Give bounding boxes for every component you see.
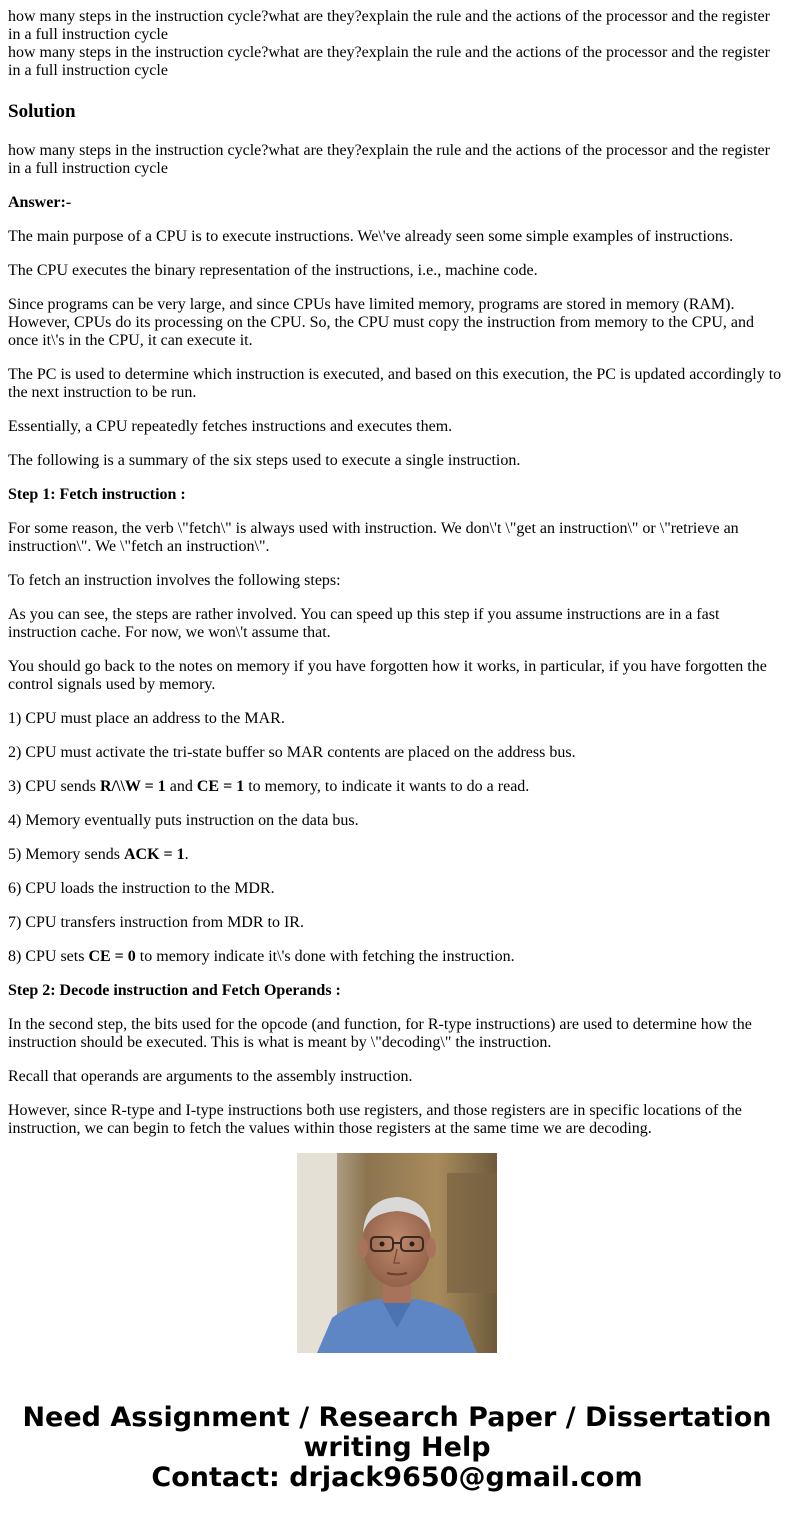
intro-paragraph: The PC is used to determine which instruction is executed, and based on this execution, the PC is updated accordingly to the next instruction to be run. — [8, 366, 782, 401]
solution-heading: Solution — [8, 101, 76, 122]
intro-paragraph: Essentially, a CPU repeatedly fetches instructions and executes them. — [8, 418, 453, 435]
question-text-repeat: how many steps in the instruction cycle?what are they?explain the rule and the actions of the processor and the register in a full instruction cycle — [8, 44, 770, 79]
fetch-step-item: 4) Memory eventually puts instruction on the data bus. — [8, 812, 359, 829]
fetch-step-item: 1) CPU must place an address to the MAR. — [8, 710, 285, 727]
footer-line: writing Help — [303, 1432, 491, 1463]
step2-heading: Step 2: Decode instruction and Fetch Operands : — [8, 982, 341, 999]
step1-paragraph: To fetch an instruction involves the following steps: — [8, 572, 341, 589]
question-text: how many steps in the instruction cycle?what are they?explain the rule and the actions of the processor and the register in a full instruction cycle — [8, 8, 770, 43]
answer-label: Answer:- — [8, 194, 72, 211]
intro-paragraph: The main purpose of a CPU is to execute instructions. We\'ve already seen some simple examples of instructions. — [8, 228, 734, 245]
footer-banner — [0, 1403, 794, 1493]
restated-question: how many steps in the instruction cycle?what are they?explain the rule and the actions of the processor and the register in a full instruction cycle — [8, 142, 770, 177]
fetch-step-item: 7) CPU transfers instruction from MDR to IR. — [8, 914, 304, 931]
fetch-step-item: 2) CPU must activate the tri-state buffer so MAR contents are placed on the address bus. — [8, 744, 576, 761]
fetch-step-item: 8) CPU sets CE = 0 to memory indicate it\'s done with fetching the instruction. — [8, 948, 515, 965]
fetch-step-item: 6) CPU loads the instruction to the MDR. — [8, 880, 275, 897]
intro-paragraph: Since programs can be very large, and since CPUs have limited memory, programs are stored in memory (RAM). However, CPUs do its processing on the CPU. So, the CPU must copy the instruction from memory to the CPU, and once it\'s in the CPU, it can execute it. — [8, 296, 754, 349]
step2-paragraph: In the second step, the bits used for the opcode (and function, for R-type instructions) are used to determine how the instruction should be executed. This is what is meant by \"decoding\" the instruction. — [8, 1016, 752, 1051]
step1-heading: Step 1: Fetch instruction : — [8, 486, 186, 503]
step1-paragraph: As you can see, the steps are rather involved. You can speed up this step if you assume instructions are in a fast instruction cache. For now, we won\'t assume that. — [8, 606, 720, 641]
footer-line: Need Assignment / Research Paper / Dissertation — [22, 1402, 772, 1433]
fetch-step-item: 5) Memory sends ACK = 1. — [8, 846, 189, 863]
intro-paragraph: The CPU executes the binary representation of the instructions, i.e., machine code. — [8, 262, 538, 279]
step2-paragraph: Recall that operands are arguments to the assembly instruction. — [8, 1068, 413, 1085]
author-portrait-image — [297, 1153, 497, 1353]
intro-paragraph: The following is a summary of the six steps used to execute a single instruction. — [8, 452, 521, 469]
step1-paragraph: You should go back to the notes on memory if you have forgotten how it works, in particular, if you have forgotten the control signals used by memory. — [8, 658, 767, 693]
document-body — [8, 8, 784, 1137]
footer-contact: Contact: drjack9650@gmail.com — [151, 1462, 643, 1493]
author-photo — [297, 1153, 497, 1353]
step1-paragraph: For some reason, the verb \"fetch\" is always used with instruction. We don\'t \"get an instruction\" or \"retrieve an instruction\". We \"fetch an instruction\". — [8, 520, 739, 555]
step2-paragraph: However, since R-type and I-type instructions both use registers, and those registers are in specific locations of the instruction, we can begin to fetch the values within those registers at the same time we are decoding. — [8, 1102, 742, 1137]
fetch-step-item: 3) CPU sends R/\\W = 1 and CE = 1 to memory, to indicate it wants to do a read. — [8, 778, 530, 795]
